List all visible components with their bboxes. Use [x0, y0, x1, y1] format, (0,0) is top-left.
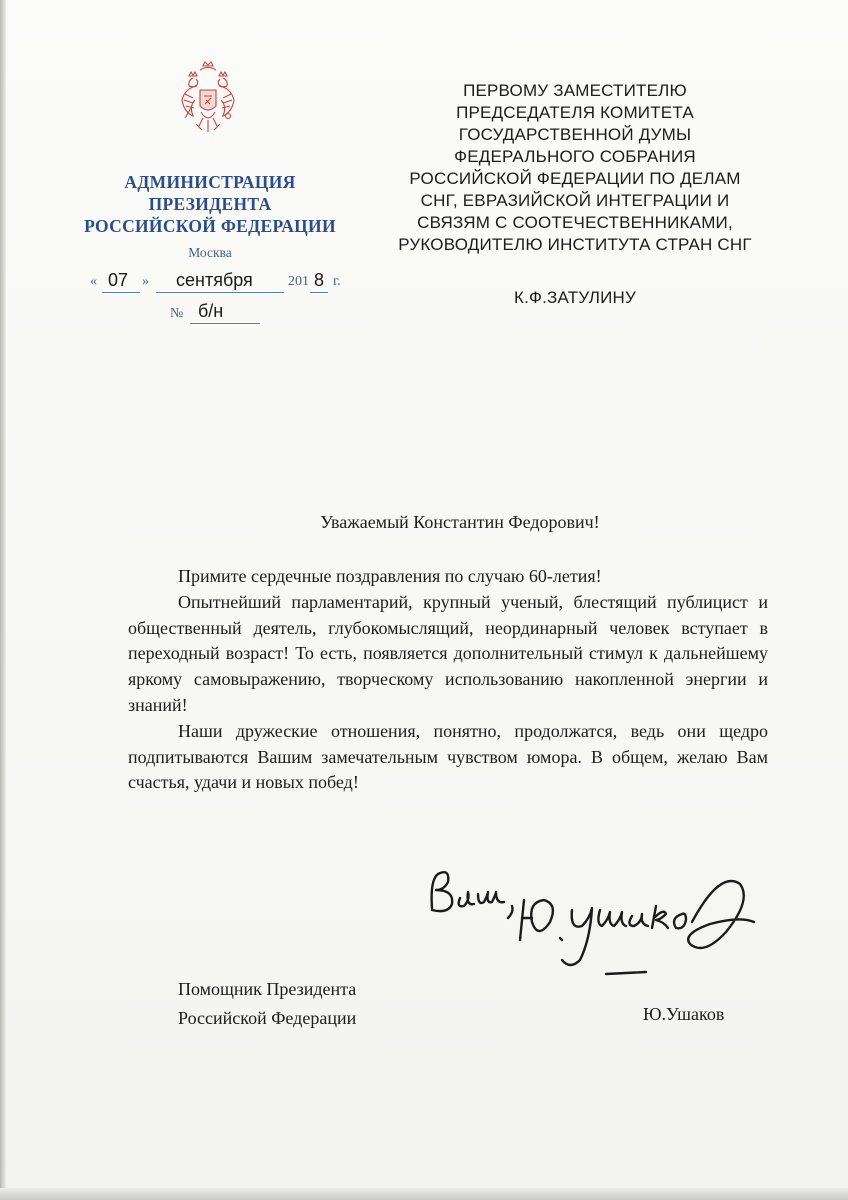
addressee-block	[350, 80, 800, 256]
date-day: 07	[108, 270, 129, 290]
addressee-line: ГОСУДАРСТВЕННОЙ ДУМЫ	[458, 125, 692, 144]
date-year-prefix: 201	[288, 274, 309, 289]
double-headed-eagle-emblem-icon	[179, 60, 237, 138]
salutation: Уважаемый Константин Федорович!	[320, 512, 600, 532]
document-number-field	[170, 301, 270, 327]
date-field	[90, 270, 360, 296]
body-paragraph: Опытнейший парламентарий, крупный ученый, блестящий публицист и общественный деятель, глубокомыслящий, неординарный человек вступает в переходный возраст! То есть, появляется дополнительный стимул к дальнейшему яркому самовыражению, творческому использованию накопленной энергии и знаний!	[128, 591, 768, 715]
number-underline	[190, 323, 260, 324]
date-month: сентября	[176, 270, 253, 290]
handwritten-signature	[420, 860, 760, 1000]
signer-name: Ю.Ушаков	[643, 1004, 725, 1024]
addressee-line: СВЯЗЯМ С СООТЕЧЕСТВЕННИКАМИ,	[417, 213, 733, 232]
addressee-line: РОССИЙСКОЙ ФЕДЕРАЦИИ ПО ДЕЛАМ	[409, 169, 741, 188]
addressee-line: СНГ, ЕВРАЗИЙСКОЙ ИНТЕГРАЦИИ И	[420, 191, 730, 210]
body-paragraph: Примите сердечные поздравления по случаю 60-летия!	[178, 566, 602, 586]
date-close-quote: »	[142, 274, 149, 289]
document-number: б/н	[198, 301, 224, 321]
date-day-underline	[102, 292, 140, 293]
org-name-line: РОССИЙСКОЙ ФЕДЕРАЦИИ	[84, 216, 336, 236]
addressee-name: К.Ф.ЗАТУЛИНУ	[513, 288, 637, 307]
paper-shadow-left	[0, 0, 6, 1200]
date-year-digit: 8	[314, 270, 325, 290]
signer-position-line: Помощник Президента	[178, 979, 357, 999]
addressee-line: ФЕДЕРАЛЬНОГО СОБРАНИЯ	[454, 147, 696, 166]
addressee-line: РУКОВОДИТЕЛЮ ИНСТИТУТА СТРАН СНГ	[398, 235, 752, 254]
addressee-line: ПЕРВОМУ ЗАМЕСТИТЕЛЮ	[463, 81, 687, 100]
addressee-line: ПРЕДСЕДАТЕЛЯ КОМИТЕТА	[456, 103, 694, 122]
date-year-underline	[310, 292, 328, 293]
city-label: Москва	[188, 245, 232, 260]
letter-body	[128, 564, 768, 796]
date-month-underline	[156, 292, 284, 293]
number-label: №	[170, 306, 184, 321]
date-open-quote: «	[90, 274, 97, 289]
paper-shadow-bottom	[0, 1188, 848, 1200]
signer-position-line: Российской Федерации	[178, 1008, 357, 1028]
body-paragraph: Наши дружеские отношения, понятно, продолжатся, ведь они щедро подпитываются Вашим замечательным чувством юмора. В общем, желаю Вам счастья, удачи и новых побед!	[128, 720, 768, 793]
date-year-suffix: г.	[333, 274, 341, 289]
org-name-line: АДМИНИСТРАЦИЯ	[124, 172, 296, 192]
signer-position	[178, 975, 356, 1033]
org-name-line: ПРЕЗИДЕНТА	[148, 194, 272, 214]
